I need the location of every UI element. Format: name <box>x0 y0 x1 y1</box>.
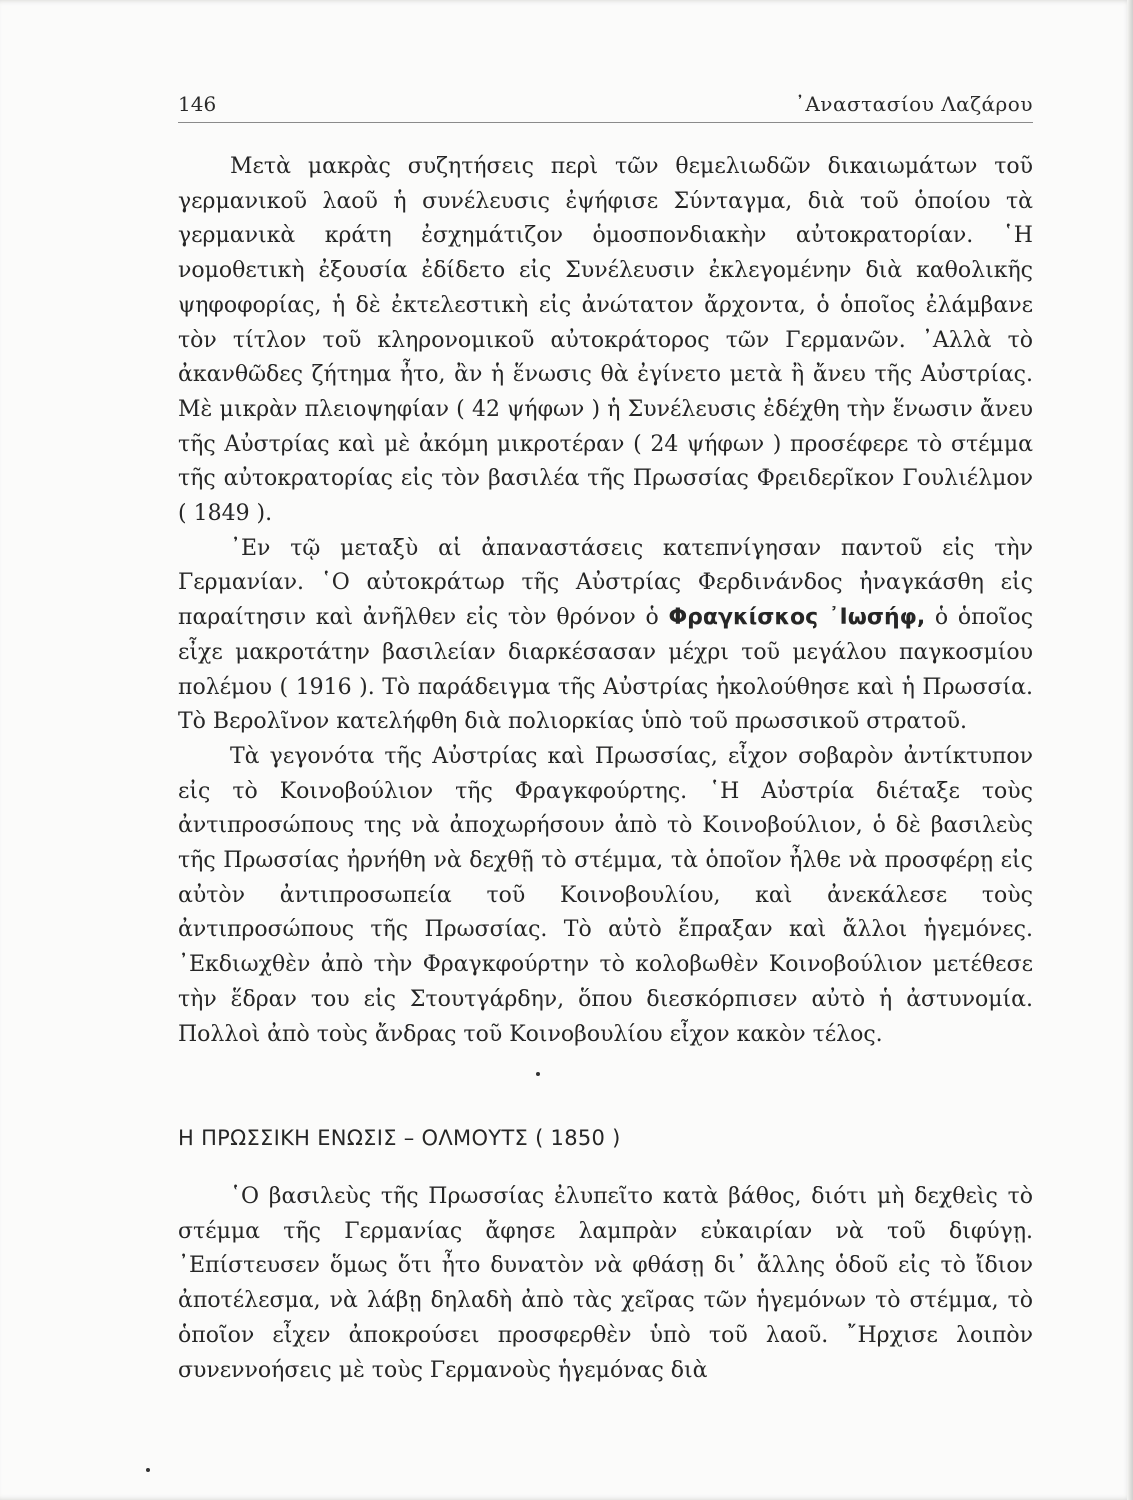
main-text <box>178 150 1033 1052</box>
scan-speck <box>536 1072 540 1076</box>
paragraph-2-text-after: ὁ ὁποῖος εἶχε μακροτάτην βασιλείαν διαρκέσασαν μέχρι τοῦ μεγάλου παγκοσμίου πολέμου ( 1916 ). Τὸ παράδειγμα τῆς Αὐστρίας ἠκολούθησε καὶ ἡ Πρωσσία. Τὸ Βερολῖνον κατελήφθη διὰ πολιορκίας ὑπὸ τοῦ πρωσσικοῦ στρατοῦ. <box>178 605 1034 735</box>
page-number: 146 <box>178 92 217 116</box>
scan-speck <box>146 1468 150 1472</box>
paragraph-2-text-before: ᾿Εν τῷ μεταξὺ αἱ ἀπαναστάσεις κατεπνίγησαν παντοῦ εἰς τὴν Γερμανίαν. ῾Ο αὐτοκράτωρ τῆς Αὐστρίας Φερδινάνδος ἠναγκάσθη εἰς παραίτησιν καὶ ἀνῆλθεν εἰς τὸν θρόνον ὁ <box>178 535 1033 631</box>
paragraph-2 <box>178 532 1033 740</box>
section-heading: Η ΠΡΩΣΣΙΚΗ ΕΝΩΣΙΣ – ΟΛΜΟΥΤΣ ( 1850 ) <box>178 1126 621 1150</box>
paragraph-3: Τὰ γεγονότα τῆς Αὐστρίας καὶ Πρωσσίας, εἶχον σοβαρὸν ἀντίκτυπον εἰς τὸ Κοινοβούλιον τῆς Φραγκφούρτης. ῾Η Αὐστρία διέταξε τοὺς ἀντιπροσώπους της νὰ ἀποχωρήσουν ἀπὸ τὸ Κοινοβούλιον, ὁ δὲ βασιλεὺς τῆς Πρωσσίας ἠρνήθη νὰ δεχθῇ τὸ στέμμα, τὰ ὁποῖον ἦλθε νὰ προσφέρῃ εἰς αὐτὸν ἀντιπροσωπεία τοῦ Κοινοβουλίου, καὶ ἀνεκάλεσε τοὺς ἀντιπροσώπους τῆς Πρωσσίας. Τὸ αὐτὸ ἔπραξαν καὶ ἄλλοι ἡγεμόνες. ᾿Εκδιωχθὲν ἀπὸ τὴν Φραγκφούρτην τὸ κολοβωθὲν Κοινοβούλιον μετέθεσε τὴν ἕδραν του εἰς Στουτγάρδην, ὅπου διεσκόρπισεν αὐτὸ ἡ ἀστυνομία. Πολλοὶ ἀπὸ τοὺς ἄνδρας τοῦ Κοινοβουλίου εἶχον κακὸν τέλος. <box>178 743 1033 1047</box>
section-paragraph-1: ῾Ο βασιλεὺς τῆς Πρωσσίας ἐλυπεῖτο κατὰ βάθος, διότι μὴ δεχθεὶς τὸ στέμμα τῆς Γερμανίας ἄφησε λαμπρὰν εὐκαιρίαν νὰ τοῦ διφύγῃ. ᾿Επίστευσεν ὅμως ὅτι ἦτο δυνατὸν νὰ φθάσῃ δι᾿ ἄλλης ὁδοῦ εἰς τὸ ἴδιον ἀποτέλεσμα, νὰ λάβῃ δηλαδὴ ἀπὸ τὰς χεῖρας τῶν ἡγεμόνων τὸ στέμμα, τὸ ὁποῖον εἶχεν ἀποκρούσει προσφερθὲν ὑπὸ τοῦ λαοῦ. ῎Ηρχισε λοιπὸν συνεννοήσεις μὲ τοὺς Γερμανοὺς ἡγεμόνας διὰ <box>178 1184 1033 1383</box>
page-header <box>178 92 1033 123</box>
emphasized-name: Φραγκίσκος ᾿Ιωσήφ, <box>668 605 926 631</box>
paragraph-1: Μετὰ μακρὰς συζητήσεις περὶ τῶν θεμελιωδῶν δικαιωμάτων τοῦ γερμανικοῦ λαοῦ ἡ συνέλευσις ἐψήφισε Σύνταγμα, διὰ τοῦ ὁποίου τὰ γερμανικὰ κράτη ἐσχημάτιζον ὁμοσπονδιακὴν αὐτοκρατορίαν. ῾Η νομοθετικὴ ἐξουσία ἐδίδετο εἰς Συνέλευσιν ἐκλεγομένην διὰ καθολικῆς ψηφοφορίας, ἡ δὲ ἐκτελεστικὴ εἰς ἀνώτατον ἄρχοντα, ὁ ὁποῖος ἐλάμβανε τὸν τίτλον τοῦ κληρονομικοῦ αὐτοκράτορος τῶν Γερμανῶν. ᾿Αλλὰ τὸ ἀκανθῶδες ζήτημα ἦτο, ἂν ἡ ἕνωσις θὰ ἐγίνετο μετὰ ἢ ἄνευ τῆς Αὐστρίας. Μὲ μικρὰν πλειοψηφίαν ( 42 ψήφων ) ἡ Συνέλευσις ἐδέχθη τὴν ἕνωσιν ἄνευ τῆς Αὐστρίας καὶ μὲ ἀκόμη μικροτέραν ( 24 ψήφων ) προσέφερε τὸ στέμμα τῆς αὐτοκρατορίας εἰς τὸν βασιλέα τῆς Πρωσσίας Φρειδερῖκον Γουλιέλμον ( 1849 ). <box>178 154 1033 527</box>
running-head: ᾿Αναστασίου Λαζάρου <box>794 92 1033 116</box>
section-text <box>178 1180 1033 1388</box>
